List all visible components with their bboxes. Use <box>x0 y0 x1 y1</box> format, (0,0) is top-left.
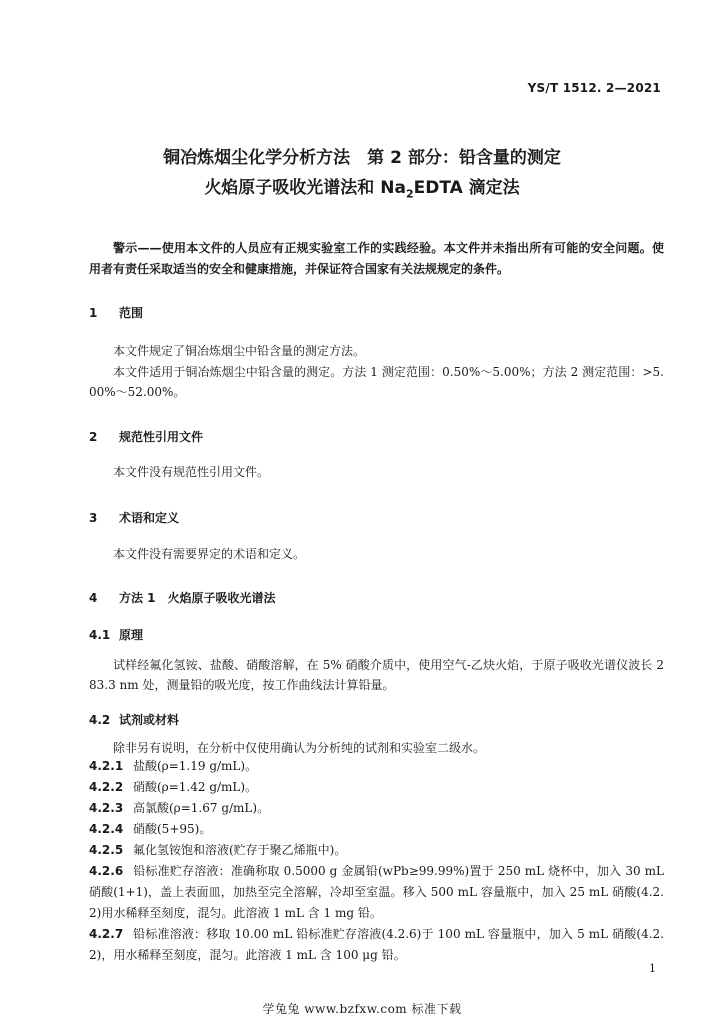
item-number: 4.2.2 <box>89 780 124 794</box>
section-number: 4.1 <box>89 628 111 642</box>
page-number: 1 <box>649 962 656 975</box>
section-number: 1 <box>89 306 98 320</box>
item-number: 4.2.6 <box>89 864 124 878</box>
reagent-item <box>89 861 664 924</box>
item-text: 硝酸(ρ=1.42 g/mL)。 <box>133 780 258 794</box>
standard-code: YS/T 1512. 2—2021 <box>527 81 661 95</box>
reagent-item <box>89 924 664 966</box>
reagent-item <box>89 756 664 777</box>
item-text: 盐酸(ρ=1.19 g/mL)。 <box>133 759 258 773</box>
section-4-heading <box>89 589 276 606</box>
reagent-item <box>89 840 664 861</box>
section-4-2-heading <box>89 711 179 728</box>
section-2-heading <box>89 428 203 445</box>
item-text: 氟化氢铵饱和溶液(贮存于聚乙烯瓶中)。 <box>133 843 347 857</box>
item-text: 硝酸(5+95)。 <box>133 822 212 836</box>
item-number: 4.2.7 <box>89 927 124 941</box>
reagent-item <box>89 798 664 819</box>
item-number: 4.2.4 <box>89 822 124 836</box>
principle-paragraph: 试样经氟化氢铵、盐酸、硝酸溶解，在 5% 硝酸介质中，使用空气-乙炔火焰，于原子吸收光谱仪波长 283.3 nm 处，测量铅的吸光度，按工作曲线法计算铅量。 <box>89 658 664 692</box>
item-text: 高氯酸(ρ=1.67 g/mL)。 <box>133 801 270 815</box>
section-title: 原理 <box>119 628 144 642</box>
reagent-item <box>89 819 664 840</box>
section-number: 4 <box>89 591 98 605</box>
title-line-2-suffix: EDTA 滴定法 <box>413 178 520 198</box>
section-4-1-heading <box>89 626 143 643</box>
section-title: 术语和定义 <box>119 511 180 525</box>
section-title: 方法 1 火焰原子吸收光谱法 <box>119 591 276 605</box>
section-title: 范围 <box>119 306 144 320</box>
item-number: 4.2.1 <box>89 759 124 773</box>
title-line-1: 铜冶炼烟尘化学分析方法 第 2 部分：铅含量的测定 <box>163 148 561 168</box>
reagent-item <box>89 777 664 798</box>
item-text: 铅标准溶液：移取 10.00 mL 铅标准贮存溶液(4.2.6)于 100 mL 容量瓶中，加入 5 mL 硝酸(4.2.2)，用水稀释至刻度，混匀。此溶液 1 mL 含 100 μg 铅。 <box>89 927 664 962</box>
section-title: 规范性引用文件 <box>119 430 204 444</box>
section-number: 2 <box>89 430 98 444</box>
warning-paragraph: 警示——使用本文件的人员应有正规实验室工作的实践经验。本文件并未指出所有可能的安全问题。使用者有责任采取适当的安全和健康措施，并保证符合国家有关法规规定的条件。 <box>89 241 664 276</box>
section-title: 试剂或材料 <box>119 713 180 727</box>
watermark-footer: 学兔兔 www.bzfxw.com 标准下载 <box>262 1002 462 1016</box>
title-line-2 <box>0 175 724 207</box>
title-line-2-prefix: 火焰原子吸收光谱法和 Na <box>204 178 406 198</box>
title-subscript: 2 <box>405 187 414 201</box>
scope-paragraph-2: 本文件适用于铜冶炼烟尘中铅含量的测定。方法 1 测定范围：0.50%～5.00%；方法 2 测定范围：>5.00%～52.00%。 <box>89 365 664 399</box>
section-number: 3 <box>89 511 98 525</box>
normative-references-paragraph: 本文件没有规范性引用文件。 <box>113 465 270 479</box>
section-1-heading <box>89 304 143 321</box>
item-number: 4.2.5 <box>89 843 124 857</box>
section-3-heading <box>89 509 179 526</box>
item-text: 铅标准贮存溶液：准确称取 0.5000 g 金属铅(wPb≥99.99%)置于 250 mL 烧杯中，加入 30 mL 硝酸(1+1)，盖上表面皿，加热至完全溶解，冷却至室温。移入 500 mL 容量瓶中，加入 25 mL 硝酸(4.2.2)用水稀释至刻度，混匀。此溶液 1 mL 含 1 mg 铅。 <box>89 864 664 920</box>
scope-paragraph-1: 本文件规定了铜冶炼烟尘中铅含量的测定方法。 <box>113 344 366 358</box>
item-number: 4.2.3 <box>89 801 124 815</box>
section-number: 4.2 <box>89 713 111 727</box>
reagents-intro-paragraph: 除非另有说明，在分析中仅使用确认为分析纯的试剂和实验室二级水。 <box>113 741 486 755</box>
terms-paragraph: 本文件没有需要界定的术语和定义。 <box>113 547 306 561</box>
